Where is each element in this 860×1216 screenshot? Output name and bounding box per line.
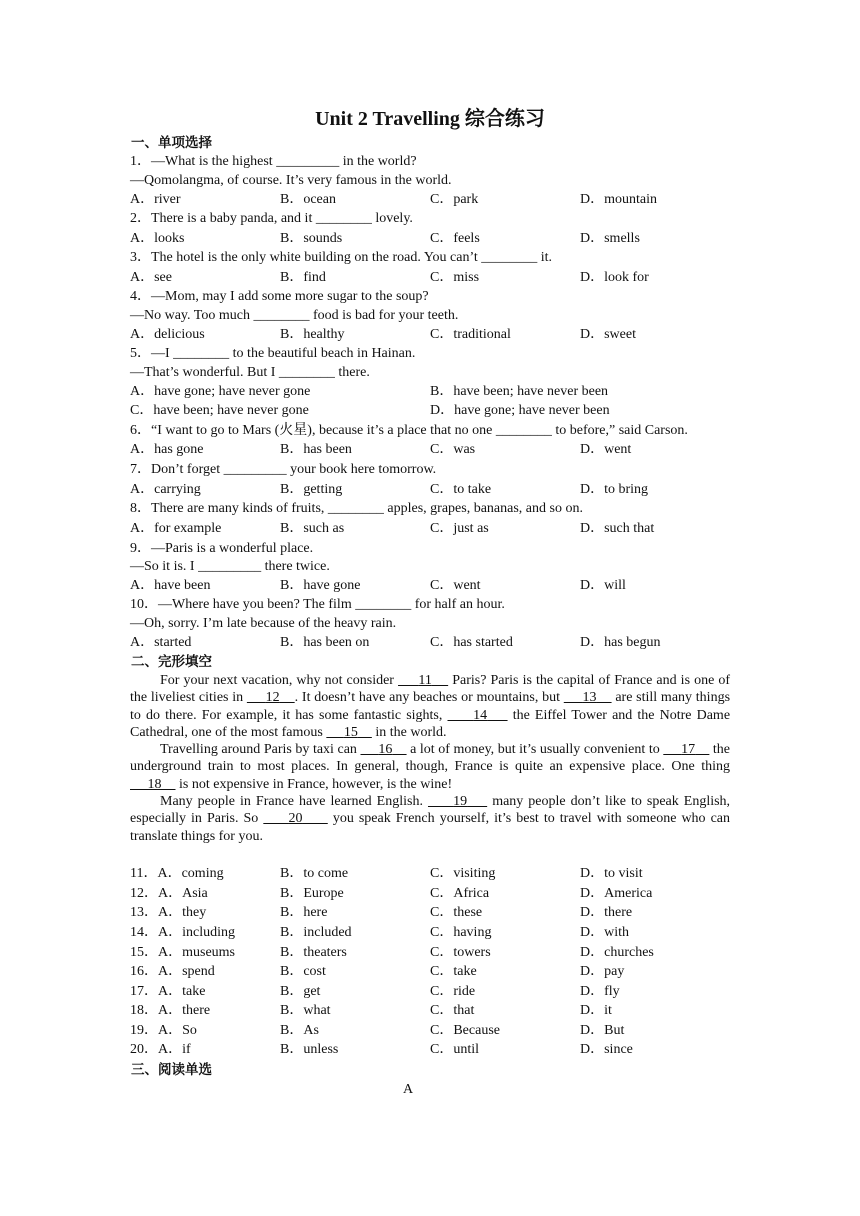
option-b: B．have been; have never been [430,384,609,399]
question-5-response: —That’s wonderful. But I ________ there. [130,365,370,380]
option-a: A．see [130,270,172,285]
option-d: D．since [580,1042,633,1057]
blank-13 [564,690,612,705]
option-b: B．such as [280,521,345,536]
option-b: B．As [280,1023,319,1038]
option-b: B．sounds [280,231,343,246]
option-c: C．these [430,905,483,920]
option-a: 13．A．they [130,905,207,920]
text-run: are still many things to do there. For example, it has some fantastic sights, [130,690,731,723]
option-b: B．has been on [280,635,370,650]
blank-20 [263,811,327,826]
blank-number: 15 [343,724,358,740]
cloze-options-20 [130,1041,730,1059]
option-a: A．started [130,635,192,650]
question-2-options [130,230,730,248]
option-b: B．here [280,905,328,920]
question-8-text: 8．There are many kinds of fruits, ________ apples, grapes, bananas, and so on. [130,501,583,516]
option-c: C．that [430,1003,475,1018]
option-a: 14．A．including [130,925,235,940]
cloze-options-17 [130,983,730,1001]
option-a: A．carrying [130,482,201,497]
question-10-text: 10．—Where have you been? The film ________ for half an hour. [130,597,505,612]
option-a: A．delicious [130,327,205,342]
option-b: B．get [280,984,321,999]
blank-19 [428,794,487,809]
option-c: C．having [430,925,492,940]
option-d: D．mountain [580,192,657,207]
option-a: A．river [130,192,181,207]
option-c: C．visiting [430,866,496,881]
option-c: C．Because [430,1023,500,1038]
question-1-text: 1．—What is the highest _________ in the world? [130,154,417,169]
option-c: C．Africa [430,886,490,901]
option-c: C．miss [430,270,480,285]
cloze-paragraph-3 [130,793,730,845]
question-10-options [130,634,730,652]
question-1-options [130,191,730,209]
option-b: B．has been [280,442,352,457]
cloze-options-12 [130,885,730,903]
text-run: many people don’t like to speak English, especially in Paris. So [130,794,731,827]
question-6-options [130,441,730,459]
option-c: C．park [430,192,479,207]
option-a: A．have been [130,578,211,593]
blank-number: 19 [453,794,468,810]
question-4-options [130,326,730,344]
question-5-options-row1 [130,383,730,401]
option-d: D．there [580,905,633,920]
option-d: D．it [580,1003,612,1018]
section-heading-reading: 三、阅读单选 [131,1062,212,1078]
option-a: 18．A．there [130,1003,211,1018]
option-a: A．have gone; have never gone [130,384,311,399]
option-b: B．unless [280,1042,339,1057]
cloze-paragraph-1 [130,672,730,741]
blank-12 [247,690,295,705]
option-d: D．have gone; have never been [430,403,610,418]
blank-number: 17 [681,742,696,758]
blank-18 [130,777,176,792]
option-d: D．with [580,925,629,940]
text-run: the Eiffel Tower and the Notre Dame Cathedral, one of the most famous [130,707,731,740]
option-c: C．to take [430,482,492,497]
question-2-text: 2．There is a baby panda, and it ________ lovely. [130,211,413,226]
option-a: A．has gone [130,442,204,457]
text-run: . It doesn’t have any beaches or mountains, but [294,690,564,706]
blank-16 [361,742,407,757]
option-d: D．America [580,886,653,901]
question-4-text: 4．—Mom, may I add some more sugar to the soup? [130,289,429,304]
option-d: D．fly [580,984,620,999]
option-b: B．healthy [280,327,345,342]
option-b: B．to come [280,866,349,881]
option-c: C．take [430,964,477,979]
cloze-options-15 [130,944,730,962]
option-d: D．will [580,578,626,593]
option-c: C．ride [430,984,476,999]
question-7-options [130,481,730,499]
cloze-passage [130,672,730,845]
question-7-text: 7．Don’t forget _________ your book here tomorrow. [130,462,437,477]
option-b: B．what [280,1003,331,1018]
option-b: B．Europe [280,886,344,901]
question-6-text: 6．“I want to go to Mars (火星), because it’s a place that no one ________ to before,” said Carson. [130,423,688,438]
text-run: in the world. [375,724,447,740]
text-run: you speak French yourself, it’s best to travel with someone who can translate things for you. [130,811,731,844]
question-3-text: 3．The hotel is the only white building on the road. You can’t ________ it. [130,250,553,265]
blank-14 [448,708,508,723]
blank-17 [663,742,709,757]
text-run: Travelling around Paris by taxi can [160,742,361,758]
option-d: D．to bring [580,482,649,497]
text-run: a lot of money, but it’s usually convenient to [410,742,664,758]
text-run: the underground train to most places. In general, though, France is quite an expensive place. One thing [130,742,731,775]
option-a: 15．A．museums [130,945,235,960]
blank-15 [326,725,372,740]
blank-number: 12 [265,690,280,706]
option-a: A．looks [130,231,185,246]
option-c: C．towers [430,945,491,960]
question-9-text: 9．—Paris is a wonderful place. [130,541,314,556]
option-c: C．went [430,578,481,593]
passage-label: A [402,1082,414,1097]
blank-number: 16 [378,742,393,758]
text-run: Many people in France have learned English. [160,794,428,810]
cloze-options-13 [130,904,730,922]
option-d: D．such that [580,521,655,536]
blank-11 [398,673,448,688]
option-d: D．churches [580,945,654,960]
question-1-response: —Qomolangma, of course. It’s very famous in the world. [130,173,452,188]
option-b: B．cost [280,964,326,979]
cloze-options-18 [130,1002,730,1020]
text-run: Paris? Paris is the capital of France and is one of the liveliest cities in [130,673,731,706]
blank-number: 11 [418,673,432,688]
cloze-paragraph-2 [130,741,730,793]
option-b: B．included [280,925,352,940]
option-b: B．getting [280,482,343,497]
blank-number: 20 [288,811,303,827]
question-9-options [130,577,730,595]
blank-number: 13 [582,690,597,706]
option-b: B．find [280,270,326,285]
question-4-response: —No way. Too much ________ food is bad for your teeth. [130,308,459,323]
cloze-options-11 [130,865,730,883]
text-run: is not expensive in France, however, is the wine! [179,776,453,792]
option-d: D．has begun [580,635,661,650]
option-d: D．sweet [580,327,636,342]
option-a: 16．A．spend [130,964,215,979]
option-c: C．until [430,1042,480,1057]
blank-number: 18 [147,776,162,792]
option-d: D．went [580,442,632,457]
option-d: D．smells [580,231,640,246]
text-run: For your next vacation, why not consider [160,673,399,688]
cloze-options-14 [130,924,730,942]
cloze-options-19 [130,1022,730,1040]
blank-number: 14 [473,707,488,723]
question-5-text: 5．—I ________ to the beautiful beach in Hainan. [130,346,416,361]
option-c: C．has started [430,635,513,650]
option-d: D．pay [580,964,625,979]
question-8-options [130,520,730,538]
option-d: D．look for [580,270,649,285]
option-a: 12．A．Asia [130,886,208,901]
option-a: 11．A．coming [130,866,224,881]
option-c: C．traditional [430,327,511,342]
option-c: C．feels [430,231,480,246]
option-c: C．just as [430,521,489,536]
option-a: 17．A．take [130,984,206,999]
question-5-options-row2 [130,402,730,420]
option-c: C．was [430,442,476,457]
option-b: B．theaters [280,945,347,960]
option-a: A．for example [130,521,222,536]
page-title: Unit 2 Travelling 综合练习 [315,108,545,130]
option-a: 20．A．if [130,1042,191,1057]
option-b: B．ocean [280,192,336,207]
option-d: D．But [580,1023,625,1038]
option-d: D．to visit [580,866,643,881]
option-c: C．have been; have never gone [130,403,309,418]
question-3-options [130,269,730,287]
question-9-response: —So it is. I _________ there twice. [130,559,330,574]
question-10-response: —Oh, sorry. I’m late because of the heavy rain. [130,616,397,631]
section-heading-cloze: 二、完形填空 [131,654,212,670]
section-heading-single-choice: 一、单项选择 [131,135,212,151]
option-a: 19．A．So [130,1023,197,1038]
option-b: B．have gone [280,578,361,593]
cloze-options-16 [130,963,730,981]
